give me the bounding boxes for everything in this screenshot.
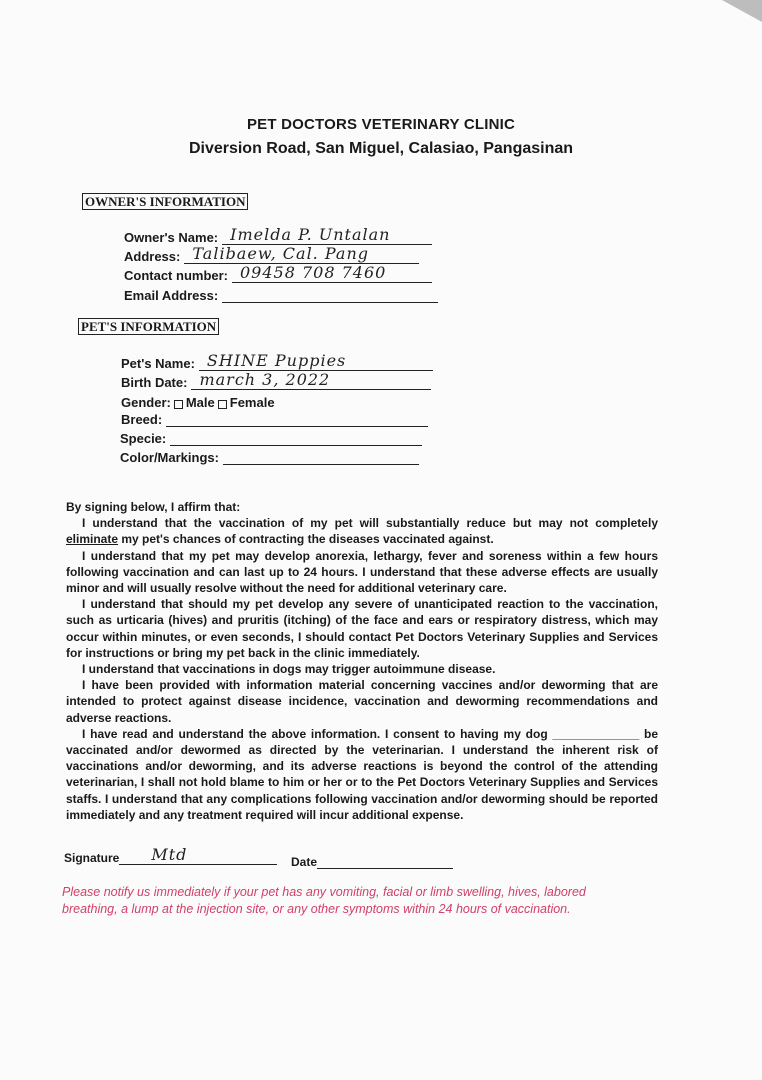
contact-number-field[interactable] (124, 263, 432, 283)
owner-name-value: Imelda P. Untalan (230, 225, 391, 244)
clinic-name: PET DOCTORS VETERINARY CLINIC (246, 116, 516, 133)
signature-value: Mtd (151, 845, 188, 864)
consent-p1-text-end: my pet's chances of contracting the diseases vaccinated against. (118, 532, 494, 547)
email-label: Email Address: (124, 288, 219, 303)
birth-date-value: march 3, 2022 (199, 370, 331, 389)
pet-section-title: PET'S INFORMATION (78, 318, 219, 335)
date-field[interactable] (291, 854, 453, 869)
owner-name-label: Owner's Name: (124, 230, 219, 245)
birth-date-label: Birth Date: (121, 375, 188, 390)
pet-name-value: SHINE Puppies (206, 351, 347, 370)
consent-paragraph-1 (66, 515, 658, 547)
signature-field[interactable] (64, 845, 277, 865)
clinic-address: Diversion Road, San Miguel, Calasiao, Pangasinan (188, 140, 574, 157)
address-value: Talibaew, Cal. Pang (192, 244, 369, 263)
contact-number-value: 09458 708 7460 (240, 263, 387, 282)
consent-paragraph-6: I have read and understand the above information. I consent to having my dog _____________ be vaccinated and/or dewormed as directed by the veterinarian. I understand the inherent risk of vaccinations and/or deworming, and its adverse reactions is beyond the control of the attending veterinarian, I shall not hold blame to him or her or to the Pet Doctors Veterinary Supplies and Services staffs. I understand that any complications following vaccination and/or deworming should be reported immediately and any treatment required will incur additional expense. (66, 726, 658, 822)
female-checkbox[interactable] (218, 400, 227, 409)
color-markings-field[interactable] (120, 450, 419, 465)
owner-name-field[interactable] (124, 225, 432, 245)
address-label: Address: (124, 249, 181, 264)
signature-label: Signature (64, 851, 120, 865)
male-checkbox[interactable] (174, 400, 183, 409)
gender-label: Gender: (121, 395, 171, 410)
male-option-label: Male (185, 395, 215, 410)
consent-paragraph-5: I have been provided with information material concerning vaccines and/or deworming that are intended to protect against disease incidence, vaccination and deworming recommendations and adverse reactions. (66, 678, 658, 725)
birth-date-field[interactable] (121, 370, 431, 390)
date-label: Date (291, 855, 318, 869)
owner-section-title: OWNER'S INFORMATION (82, 193, 248, 210)
consent-paragraph-3: I understand that should my pet develop any severe of unanticipated reaction to the vaccination, such as urticaria (hives) and pruritis (itching) of the face and ears or respiratory distress, which may occur within minutes, or even seconds, I should contact Pet Doctors Veterinary Supplies and Services for instructions or bring my pet back in the clinic immediately. (66, 597, 658, 660)
contact-number-label: Contact number: (124, 268, 228, 283)
consent-intro: By signing below, I affirm that: (66, 500, 241, 514)
consent-statement (66, 499, 658, 823)
breed-field[interactable] (121, 412, 428, 427)
specie-label: Specie: (120, 431, 167, 446)
color-markings-label: Color/Markings: (120, 450, 219, 465)
gender-field (121, 395, 275, 410)
consent-paragraph-2: I understand that my pet may develop anorexia, lethargy, fever and soreness within a few hours following vaccination and can last up to 24 hours. I understand that these adverse effects are usually minor and will usually resolve without the need for additional veterinary care. (66, 548, 658, 596)
breed-label: Breed: (121, 412, 163, 427)
consent-paragraph-4: I understand that vaccinations in dogs may trigger autoimmune disease. (82, 662, 496, 677)
specie-field[interactable] (120, 431, 422, 446)
address-field[interactable] (124, 244, 419, 264)
consent-p1-underlined: eliminate (66, 532, 119, 547)
female-option-label: Female (229, 395, 275, 410)
post-vaccination-notice: Please notify us immediately if your pet has any vomiting, facial or limb swelling, hives, labored breathing, a lump at the injection site, or any other symptoms within 24 hours of vaccination. (62, 885, 586, 916)
email-field[interactable] (124, 288, 438, 303)
pet-name-label: Pet's Name: (121, 356, 195, 371)
pet-name-field[interactable] (121, 351, 433, 371)
consent-p1-text: I understand that the vaccination of my pet will substantially reduce but may not completely (82, 516, 658, 531)
page-corner-fold (722, 0, 762, 22)
